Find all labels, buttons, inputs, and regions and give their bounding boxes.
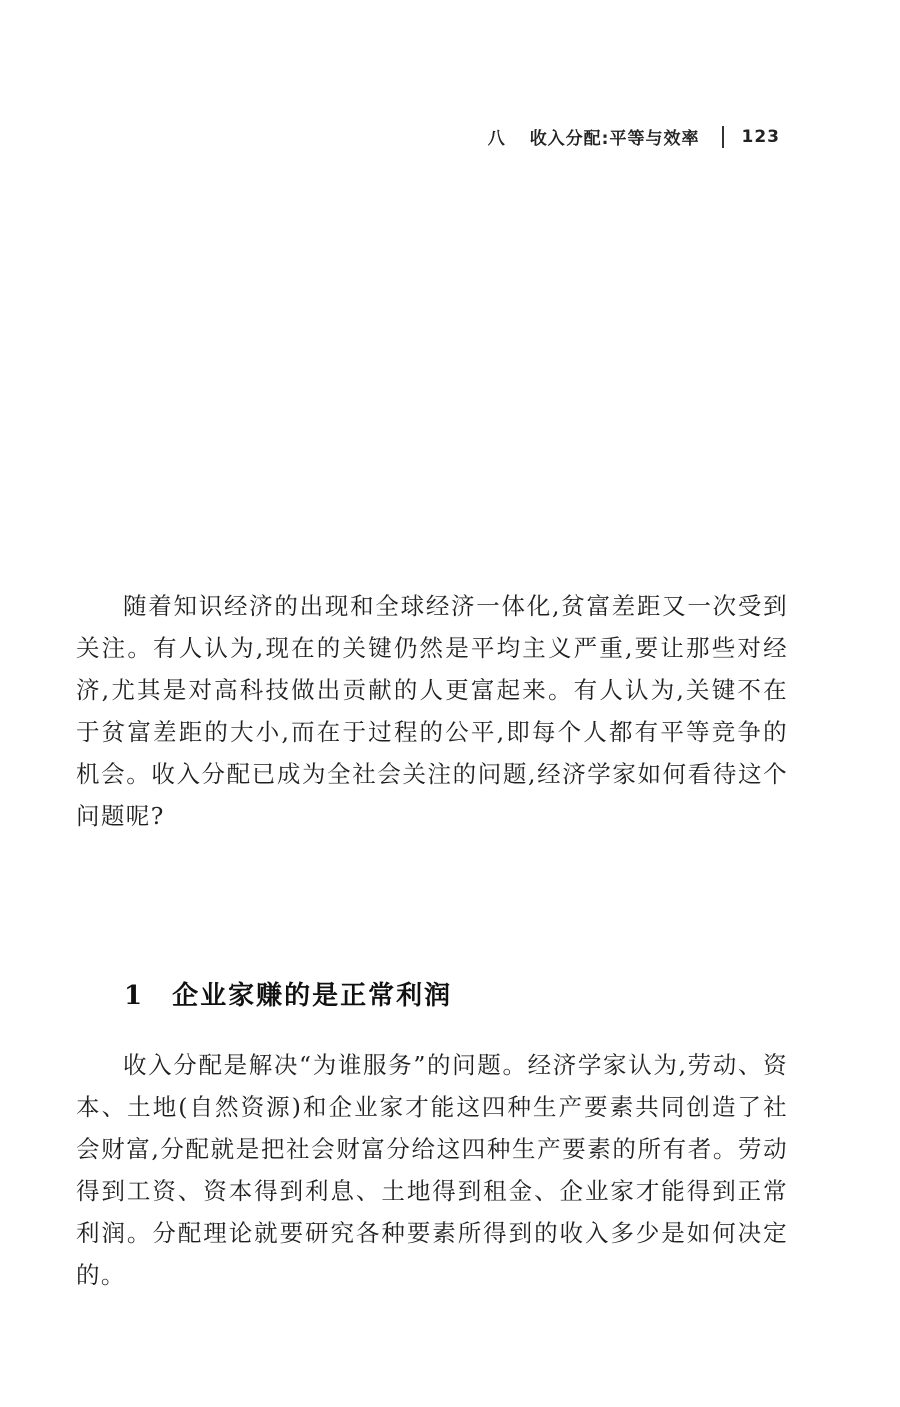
section-paragraph: 收入分配是解决“为谁服务”的问题。经济学家认为,劳动、资本、土地(自然资源)和企业家才能这四种生产要素共同创造了社会财富,分配就是把社会财富分给这四种生产要素的所有者。劳动得到工资、资本得到利息、土地得到租金、企业家才能得到正常利润。分配理论就要研究各种要素所得到的收入多少是如何决定的。 bbox=[76, 1051, 788, 1289]
section-title: 企业家赚的是正常利润 bbox=[172, 981, 453, 1011]
section-body bbox=[76, 1044, 788, 1296]
intro-paragraph: 随着知识经济的出现和全球经济一体化,贫富差距又一次受到关注。有人认为,现在的关键仍然是平均主义严重,要让那些对经济,尤其是对高科技做出贡献的人更富起来。有人认为,关键不在于贫富差距的大小,而在于过程的公平,即每个人都有平等竞争的机会。收入分配已成为全社会关注的问题,经济学家如何看待这个问题呢? bbox=[76, 592, 788, 830]
chapter-title: 收入分配:平等与效率 bbox=[529, 129, 700, 149]
header-divider bbox=[722, 126, 724, 148]
chapter-number: 八 bbox=[487, 129, 506, 149]
section-number: 1 bbox=[124, 981, 145, 1011]
section-heading bbox=[124, 975, 452, 1012]
page-number: 123 bbox=[741, 126, 780, 147]
running-header bbox=[488, 124, 780, 149]
intro-block bbox=[76, 585, 788, 837]
